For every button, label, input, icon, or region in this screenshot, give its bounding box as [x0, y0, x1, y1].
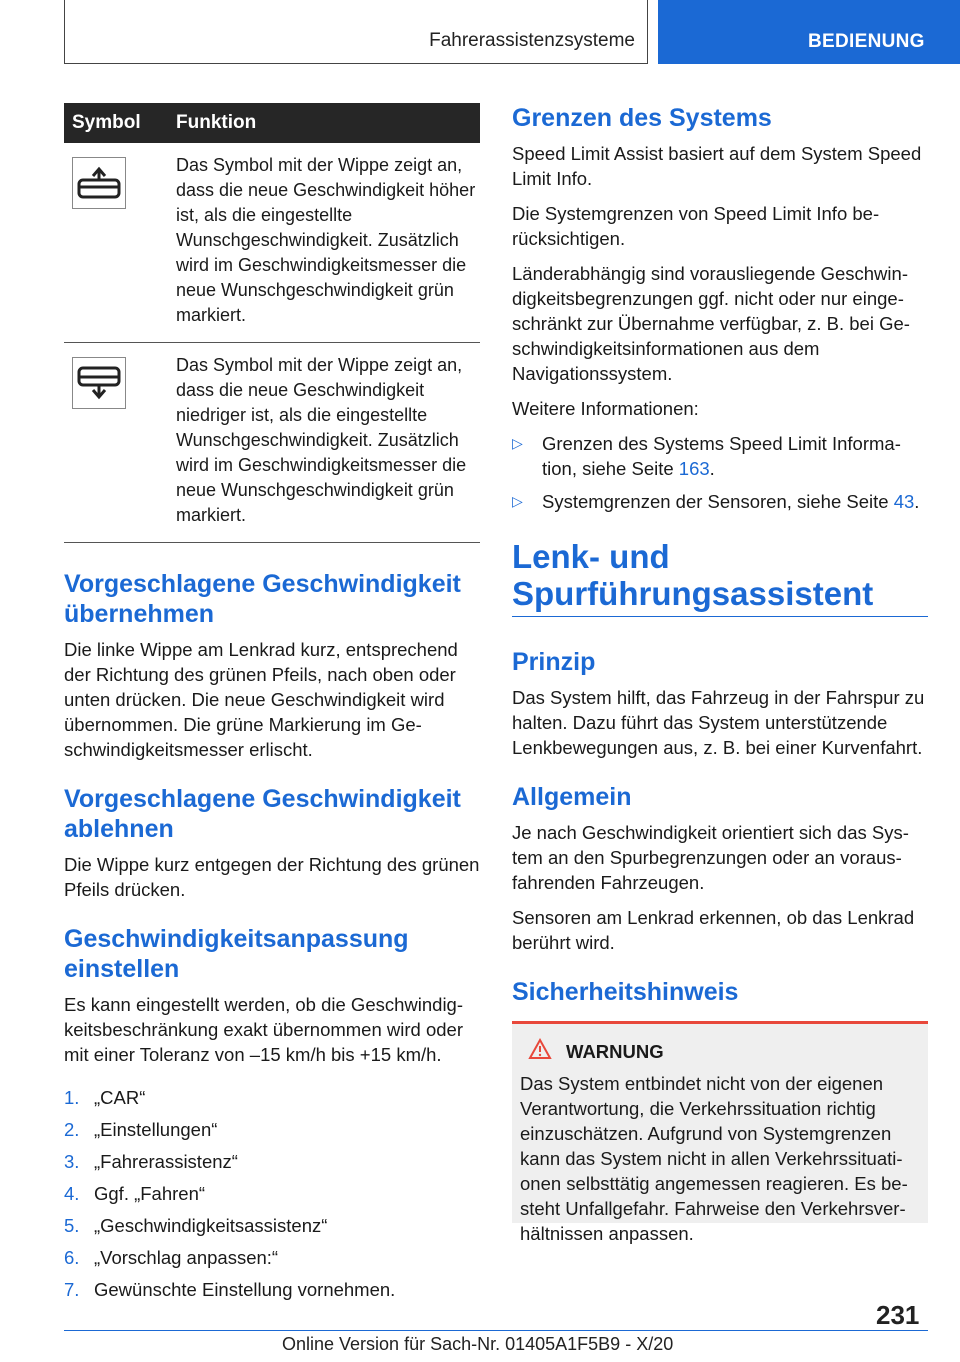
- header-box: [64, 0, 648, 64]
- section-title-safety: Sicherheitshinweis: [512, 978, 739, 1006]
- limits-paragraph: Länderabhängig sind vorausliegende Geschwindigkeitsbegrenzungen ggf. nicht oder nur eingeschränkt zur Übernahme verfügbar, z. B. bei Geschwindigkeitsinformationen aus dem Navigationssystem.: [512, 263, 910, 384]
- list-item: 2. „Einstellungen“: [64, 1119, 218, 1140]
- symbol-table-header: [64, 103, 480, 143]
- footer-online-version: Online Version für Sach-Nr. 01405A1F5B9 - X/20: [282, 1334, 674, 1354]
- section-text-accept: Die linke Wippe am Lenkrad kurz, entsprechend der Richtung des grünen Pfeils, nach oben oder unten drücken. Die neue Geschwindigkeit wird übernommen. Die grüne Markierung im Geschwindigkeitsmesser erlischt.: [64, 639, 458, 760]
- list-item: 4. Ggf. „Fahren“: [64, 1183, 206, 1204]
- speed-up-rocker-icon: [72, 157, 126, 209]
- limits-paragraph: Die Systemgrenzen von Speed Limit Info berücksichtigen.: [512, 203, 880, 249]
- limits-paragraph: Speed Limit Assist basiert auf dem System Speed Limit Info.: [512, 143, 922, 189]
- col-function-header: Funktion: [176, 103, 480, 143]
- section-title-accept: Vorgeschlagene Geschwindigkeit übernehmen: [64, 570, 461, 628]
- list-item: 7. Gewünschte Einstellung vornehmen.: [64, 1279, 396, 1300]
- list-item: 1. „CAR“: [64, 1087, 146, 1108]
- settings-steps-list: [64, 1085, 480, 1302]
- page-number: 231: [876, 1300, 920, 1330]
- header-section-title: Fahrerassistenzsysteme: [429, 30, 635, 51]
- row-function-text: Das Symbol mit der Wippe zeigt an, dass die neue Geschwindigkeit höher ist, als die eingestellte Wunschgeschwindigkeit. Zusätzlich wird im Geschwindigkeitsmesser die neue Wunschgeschwindigkeit grün markiert.: [176, 143, 480, 343]
- symbol-table: [64, 103, 480, 543]
- general-paragraph: Je nach Geschwindigkeit orientiert sich das System an den Spurbegrenzungen oder an vorausfahrenden Fahrzeugen.: [512, 822, 909, 893]
- header-chapter-tab[interactable]: [658, 0, 960, 64]
- section-title-principle: Prinzip: [512, 648, 596, 676]
- col-symbol-header: Symbol: [64, 103, 176, 143]
- header-chapter-label: BEDIENUNG: [808, 31, 925, 52]
- section-text-adjust: Es kann eingestellt werden, ob die Geschwindigkeitsbeschränkung exakt übernommen wird oder mit einer Toleranz von –15 km/h bis +15 km/h.: [64, 994, 464, 1065]
- warning-label: WARNUNG: [566, 1040, 664, 1062]
- list-item: 5. „Geschwindigkeitsassistenz“: [64, 1215, 328, 1236]
- section-text-reject: Die Wippe kurz entgegen der Richtung des grünen Pfeils drücken.: [64, 854, 480, 900]
- section-title-general: Allgemein: [512, 783, 632, 811]
- warning-triangle-icon: [528, 1038, 552, 1065]
- right-column: [512, 103, 928, 1244]
- limits-paragraph: Weitere Informationen:: [512, 398, 699, 419]
- left-column: [64, 103, 480, 1309]
- list-item: ▷ Systemgrenzen der Sensoren, siehe Seite 43.: [512, 491, 920, 512]
- list-item: ▷ Grenzen des Systems Speed Limit Information, siehe Seite 163.: [512, 433, 901, 479]
- table-row: [64, 143, 480, 343]
- general-paragraph: Sensoren am Lenkrad erkennen, ob das Lenkrad berührt wird.: [512, 907, 915, 953]
- section-title-reject: Vorgeschlagene Geschwindigkeit ablehnen: [64, 785, 461, 843]
- table-row: [64, 343, 480, 543]
- speed-down-rocker-icon: [72, 357, 126, 409]
- row-function-text: Das Symbol mit der Wippe zeigt an, dass die neue Geschwindigkeit niedriger ist, als die eingestellte Wunschgeschwindigkeit. Zusätzlich wird im Geschwindigkeitsmesser die neue Wunschgeschwindigkeit grün markiert.: [176, 343, 480, 543]
- reference-list: [512, 431, 928, 514]
- warning-text: Das System entbindet nicht von der eigenen Verantwortung, die Verkehrssituation richtig einzuschätzen. Aufgrund von Systemgrenzen kann das System nicht in allen Verkehrssituationen selbsttätig angemessen reagieren. Es besteht Unfallgefahr. Fahrweise den Verkehrsverhältnissen anpassen.: [520, 1073, 908, 1244]
- list-item: 3. „Fahrerassistenz“: [64, 1151, 238, 1172]
- triangle-bullet-icon: ▷: [512, 435, 523, 451]
- triangle-bullet-icon: ▷: [512, 493, 523, 509]
- page-link[interactable]: 163: [678, 458, 710, 479]
- list-item: 6. „Vorschlag anpassen:“: [64, 1247, 279, 1268]
- section-title-limits: Grenzen des Systems: [512, 104, 772, 132]
- section-title-adjust: Geschwindigkeitsanpassung einstellen: [64, 925, 409, 983]
- principle-text: Das System hilft, das Fahrzeug in der Fahrspur zu halten. Dazu führt das System unterstützende Lenkbewegungen aus, z. B. bei einer Kurvenfahrt.: [512, 687, 925, 758]
- chapter-rule: [512, 616, 928, 617]
- chapter-title: Lenk- und Spurführungsassistent: [512, 538, 874, 612]
- page-link[interactable]: 43: [893, 491, 915, 512]
- warning-box: [512, 1021, 928, 1244]
- footer-rule: [64, 1330, 928, 1331]
